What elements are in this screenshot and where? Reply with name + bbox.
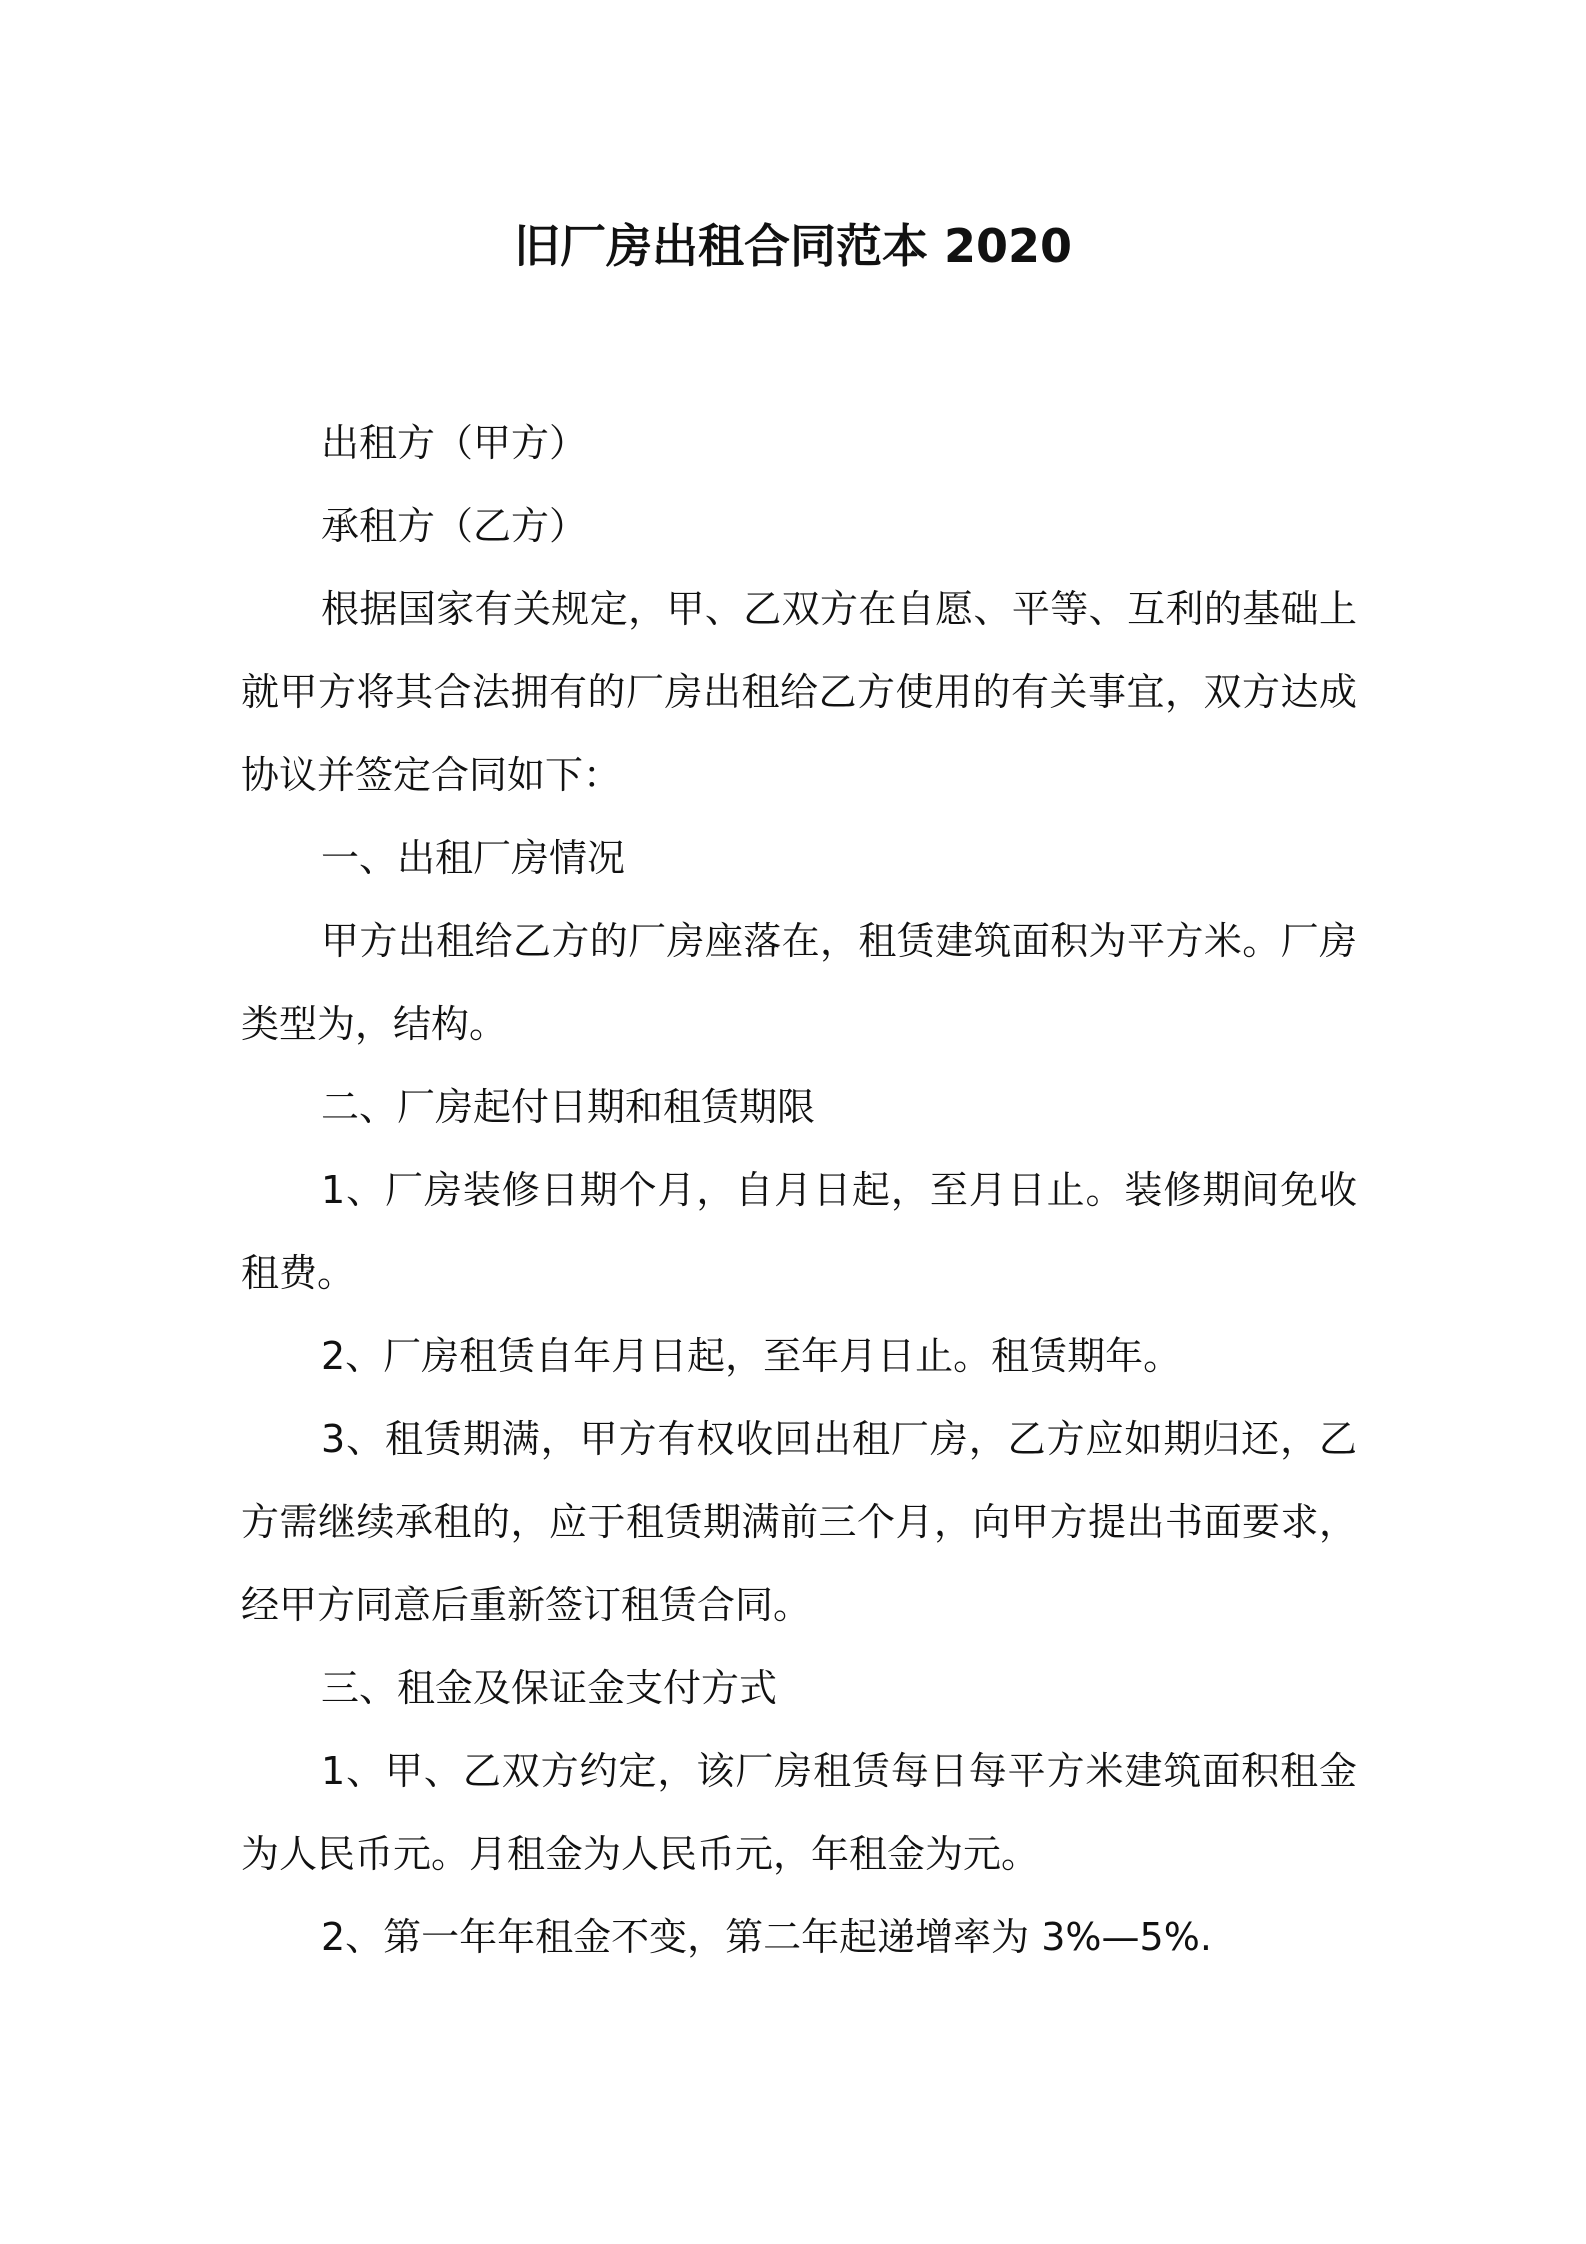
section-heading-2: 二、厂房起付日期和租赁期限 xyxy=(321,1085,816,1129)
paragraph-preamble: 根据国家有关规定，甲、乙双方在自愿、平等、互利的基础上就甲方将其合法拥有的厂房出租给乙方使用的有关事宜，双方达成协议并签定合同如下： xyxy=(241,587,1357,797)
section-heading-1: 一、出租厂房情况 xyxy=(321,836,626,880)
paragraph-factory-details: 甲方出租给乙方的厂房座落在，租赁建筑面积为平方米。厂房类型为，结构。 xyxy=(241,919,1357,1046)
document-body xyxy=(241,402,1357,1979)
document-title: 旧厂房出租合同范本 2020 xyxy=(513,219,1073,273)
clause-3-2: 2、第一年年租金不变，第二年起递增率为 3%—5%. xyxy=(321,1915,1212,1959)
clause-2-1: 1、厂房装修日期个月，自月日起，至月日止。装修期间免收租费。 xyxy=(241,1168,1357,1295)
paragraph-lessee: 承租方（乙方） xyxy=(321,504,588,548)
paragraph-lessor: 出租方（甲方） xyxy=(321,421,588,465)
clause-2-2: 2、厂房租赁自年月日起，至年月日止。租赁期年。 xyxy=(321,1334,1182,1378)
clause-2-3: 3、租赁期满，甲方有权收回出租厂房，乙方应如期归还，乙方需继续承租的，应于租赁期满前三个月，向甲方提出书面要求，经甲方同意后重新签订租赁合同。 xyxy=(241,1417,1357,1627)
clause-3-1: 1、甲、乙双方约定，该厂房租赁每日每平方米建筑面积租金为人民币元。月租金为人民币元，年租金为元。 xyxy=(241,1749,1357,1876)
section-heading-3: 三、租金及保证金支付方式 xyxy=(321,1666,778,1710)
